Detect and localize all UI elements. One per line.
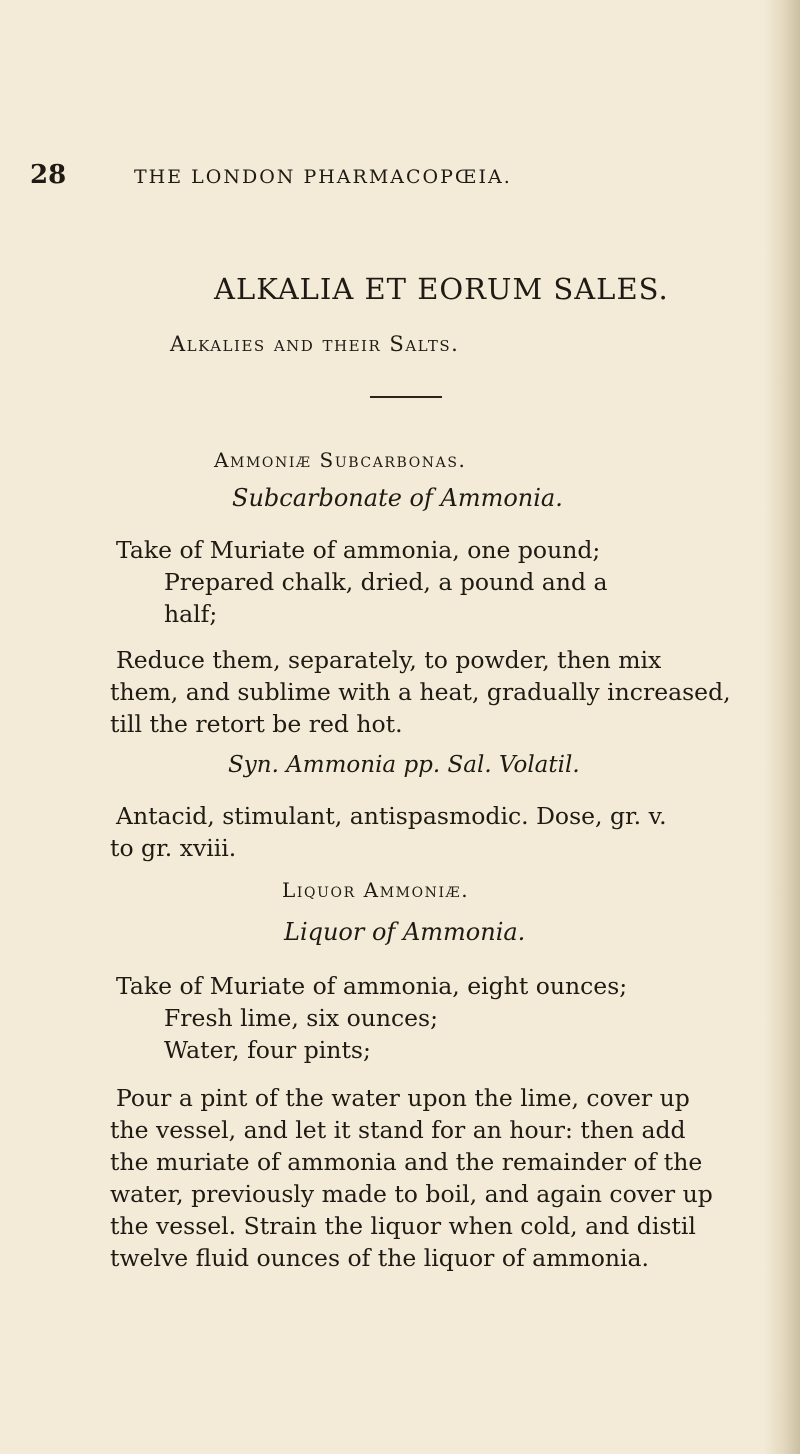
recipe-line: Take of Muriate of ammonia, eight ounces; (116, 972, 628, 1000)
directions-line: twelve fluid ounces of the liquor of ammonia. (110, 1244, 649, 1272)
directions-line: till the retort be red hot. (110, 710, 403, 738)
recipe-line: Prepared chalk, dried, a pound and a (164, 568, 608, 596)
directions-line: the vessel. Strain the liquor when cold, and distil (110, 1212, 696, 1240)
section-title-english: Alkalies and their Salts. (170, 332, 460, 356)
recipe-line: Take of Muriate of ammonia, one pound; (116, 536, 601, 564)
entry-title-english: Liquor of Ammonia. (284, 918, 526, 946)
notes-line: Antacid, stimulant, antispasmodic. Dose, gr. v. (116, 802, 667, 830)
recipe-line: Water, four pints; (164, 1036, 371, 1064)
running-title: THE LONDON PHARMACOPŒIA. (134, 166, 512, 188)
entry-title-latin: Liquor Ammoniæ. (282, 878, 470, 902)
notes-line: to gr. xviii. (110, 834, 237, 862)
page-edge-shadow (764, 0, 800, 1454)
page-number: 28 (30, 160, 67, 190)
recipe-line: Fresh lime, six ounces; (164, 1004, 439, 1032)
directions-line: them, and sublime with a heat, gradually increased, (110, 678, 731, 706)
entry-title-latin: Ammoniæ Subcarbonas. (214, 448, 467, 472)
directions-line: the muriate of ammonia and the remainder of the (110, 1148, 703, 1176)
directions-line: Reduce them, separately, to powder, then mix (116, 646, 662, 674)
directions-line: Pour a pint of the water upon the lime, cover up (116, 1084, 690, 1112)
recipe-line: half; (164, 600, 218, 628)
directions-line: the vessel, and let it stand for an hour: then add (110, 1116, 686, 1144)
synonyms-line: Syn. Ammonia pp. Sal. Volatil. (228, 752, 580, 778)
section-title-latin: ALKALIA ET EORUM SALES. (214, 272, 669, 306)
directions-line: water, previously made to boil, and again cover up (110, 1180, 713, 1208)
section-divider (370, 396, 442, 398)
entry-title-english: Subcarbonate of Ammonia. (232, 484, 563, 512)
